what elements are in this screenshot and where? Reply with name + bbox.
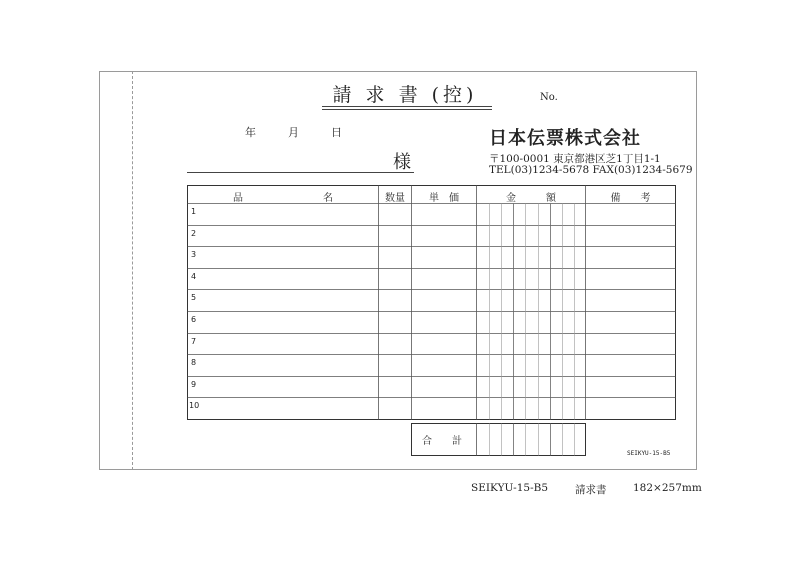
column-header-qty: 数量 bbox=[385, 193, 405, 204]
customer-honorific: 様 bbox=[393, 152, 411, 173]
issuer-tel-fax: TEL(03)1234-5678 FAX(03)1234-5679 bbox=[489, 164, 693, 176]
row-number: 8 bbox=[191, 358, 197, 367]
day-label: 日 bbox=[331, 126, 342, 139]
row-number: 6 bbox=[191, 315, 197, 324]
column-header-amount: 金 額 bbox=[506, 193, 556, 204]
row-number: 9 bbox=[191, 380, 197, 389]
row-number: 10 bbox=[189, 401, 200, 410]
row-number: 2 bbox=[191, 229, 197, 238]
footer-form-size: 182×257mm bbox=[633, 482, 702, 494]
row-number: 7 bbox=[191, 337, 197, 346]
footer-form-name: 請求書 bbox=[575, 484, 607, 496]
issuer-address: 〒100-0001 東京都港区芝1丁目1-1 bbox=[489, 153, 661, 165]
column-header-unit-price: 単 価 bbox=[429, 193, 459, 204]
column-header-remarks: 備 考 bbox=[610, 193, 651, 204]
row-number: 5 bbox=[191, 293, 197, 302]
row-number: 4 bbox=[191, 272, 197, 281]
row-number: 3 bbox=[191, 250, 197, 259]
number-label: No. bbox=[540, 92, 558, 103]
column-header-item: 品 名 bbox=[233, 193, 333, 204]
row-number: 1 bbox=[191, 207, 197, 216]
issuer-company-name: 日本伝票株式会社 bbox=[489, 128, 641, 149]
month-label: 月 bbox=[288, 126, 299, 139]
form-code-small: SEIKYU-15-B5 bbox=[627, 450, 671, 457]
total-label: 合 計 bbox=[422, 436, 462, 447]
footer-form-code: SEIKYU-15-B5 bbox=[471, 482, 549, 494]
document-title: 請 求 書 (控) bbox=[332, 84, 478, 106]
year-label: 年 bbox=[245, 126, 256, 139]
